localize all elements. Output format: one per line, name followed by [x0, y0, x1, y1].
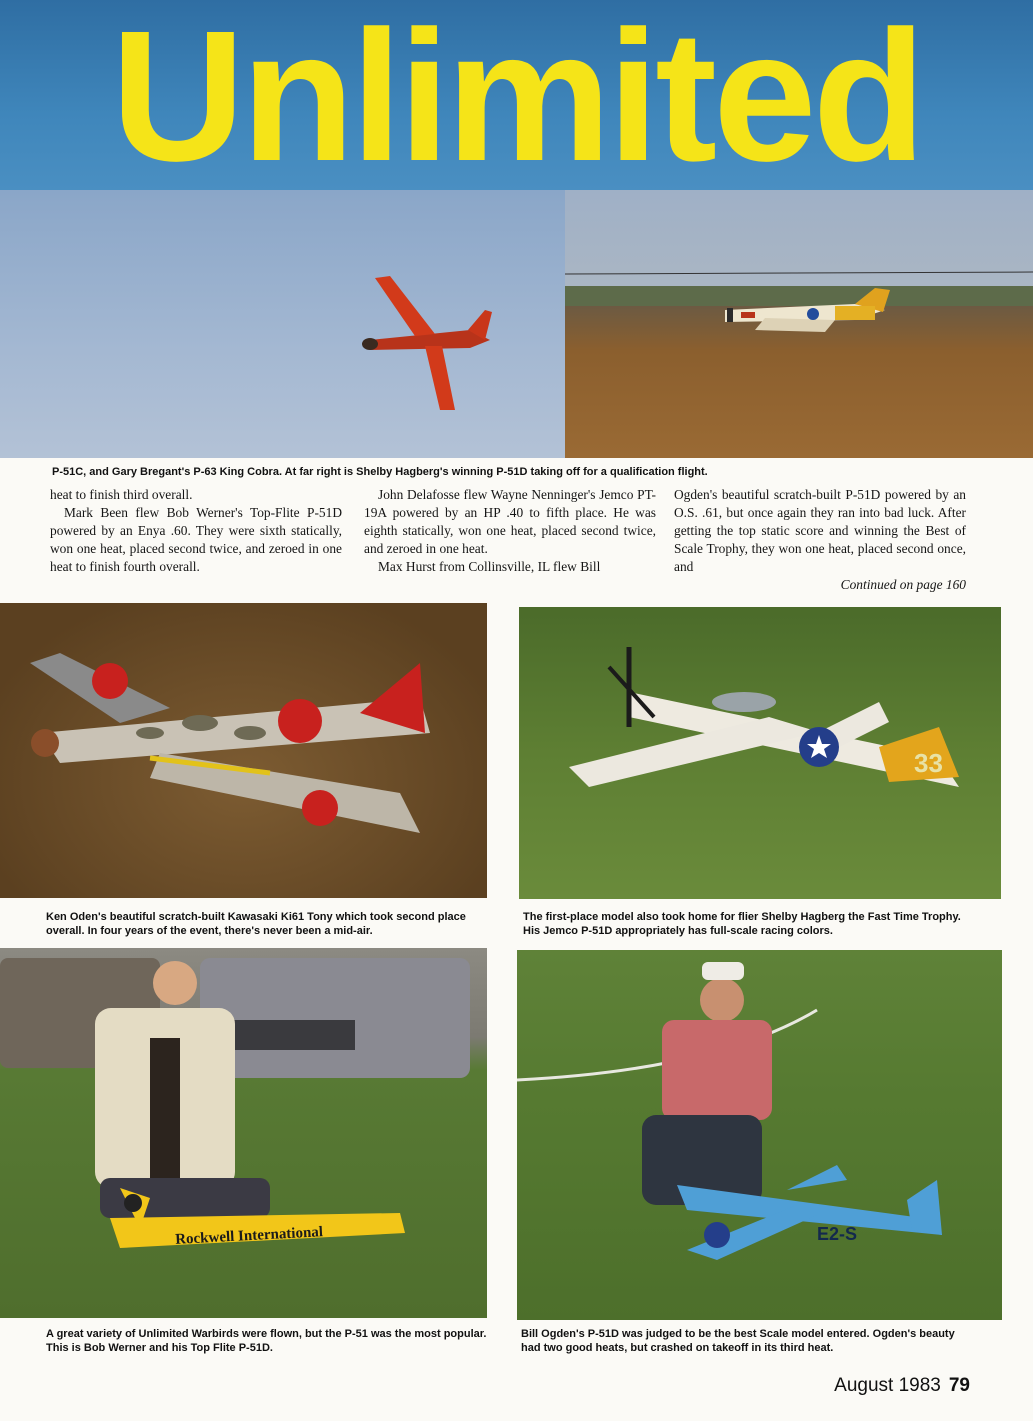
caption-top-photos: P-51C, and Gary Bregant's P-63 King Cobra. At far right is Shelby Hagberg's winning P-51D taking off for a qualification flight. [52, 466, 708, 478]
paragraph: John Delafosse flew Wayne Nenninger's Jemco PT-19A powered by an HP .40 to fifth place. He was eighth statically, won one heat, placed second twice, and zeroed in one heat. [364, 487, 656, 556]
plane-in-flight [362, 276, 492, 410]
photo-p51d-takeoff [565, 190, 1033, 458]
page-folio [800, 1374, 970, 1398]
p51d-racer-model [569, 647, 959, 787]
continued-line: Continued on page 160 [840, 577, 966, 592]
body-column-2 [364, 486, 656, 576]
photo-p51d-first-place [519, 607, 1001, 899]
ki61-model [30, 653, 430, 833]
paragraph: Mark Been flew Bob Werner's Top-Flite P-51D powered by an Enya .60. They were sixth statically, won one heat, placed second twice, and zeroed in one heat to finish fourth overall. [50, 505, 342, 574]
page-title: Unlimited [110, 0, 923, 190]
caption-bill-ogden: Bill Ogden's P-51D was judged to be the best Scale model entered. Ogden's beauty had two good heats, but crashed on takeoff in its third heat. [521, 1328, 955, 1354]
caption-ki61: Ken Oden's beautiful scratch-built Kawasaki Ki61 Tony which took second place overall. In four years of the event, there's never been a mid-air. [46, 911, 466, 937]
photo-p63-in-flight [0, 190, 565, 458]
paragraph: heat to finish third overall. [50, 487, 193, 502]
page-number: 79 [948, 1375, 970, 1396]
paragraph: Max Hurst from Collinsville, IL flew Bill [378, 559, 601, 574]
caption-p51d-first-place: The first-place model also took home for flier Shelby Hagberg the Fast Time Trophy. His Jemco P-51D appropriately has full-scale racing colors. [523, 911, 961, 937]
body-column-3 [674, 486, 966, 594]
photo-bob-werner [0, 948, 487, 1318]
person-bill-ogden [642, 962, 772, 1205]
photo-bill-ogden [517, 950, 1002, 1320]
photo-ki61-tony [0, 603, 487, 898]
header-banner [0, 0, 1033, 190]
fuselage-lettering: Rockwell International [174, 1224, 324, 1248]
body-column-1 [50, 486, 342, 576]
issue-date: August 1983 [834, 1375, 941, 1396]
paragraph: Ogden's beautiful scratch-built P-51D powered by an O.S. .61, but once again they ran into bad luck. After getting the top static score and winning the Best of Scale Trophy, they won one heat, placed second once, and [674, 487, 966, 574]
race-number: 33 [914, 748, 943, 778]
ogden-fuselage-code: E2-S [817, 1224, 858, 1244]
caption-bob-werner: A great variety of Unlimited Warbirds were flown, but the P-51 was the most popular. This is Bob Werner and his Top Flite P-51D. [46, 1328, 487, 1354]
